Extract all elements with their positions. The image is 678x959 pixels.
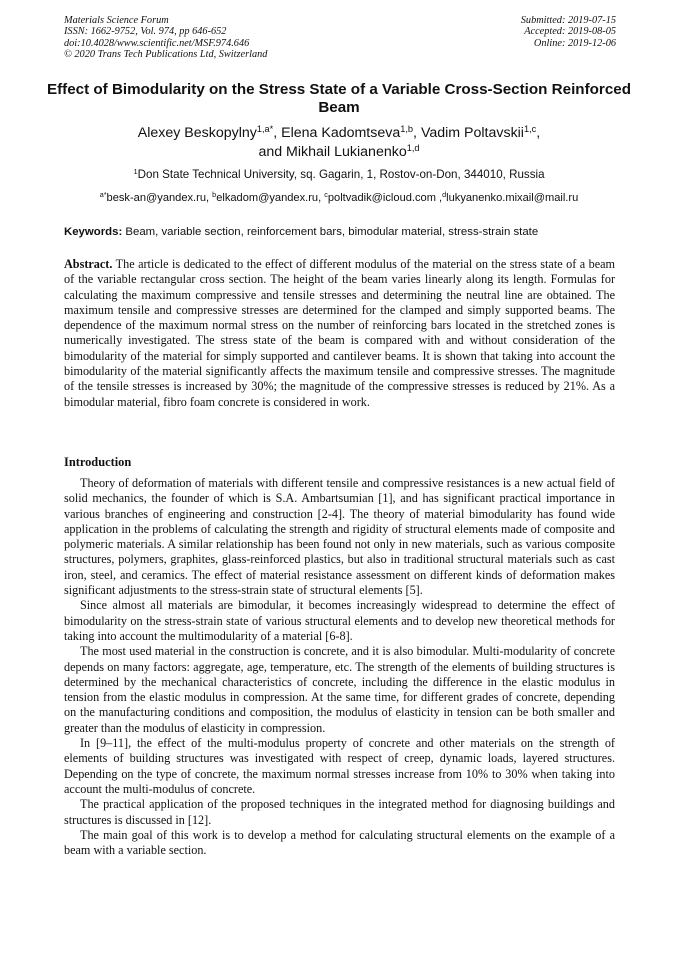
- paragraph: The main goal of this work is to develop a method for calculating structural elements on the example of a beam with a variable section.: [64, 827, 615, 858]
- author-separator: ,: [413, 125, 421, 141]
- email-link[interactable]: elkadom@yandex.ru,: [216, 192, 325, 204]
- keywords-label: Keywords:: [64, 226, 123, 238]
- abstract: [64, 257, 615, 410]
- email-link[interactable]: poltvadik@icloud.com ,: [327, 192, 443, 204]
- author-separator: ,: [273, 125, 282, 141]
- keywords-text: Beam, variable section, reinforcement bars, bimodular material, stress-strain state: [122, 226, 539, 238]
- issn-line: ISSN: 1662-9752, Vol. 974, pp 646-652: [64, 26, 227, 38]
- author-name: Vadim Poltavskii: [420, 125, 524, 141]
- paper-title: Effect of Bimodularity on the Stress State of a Variable Cross-Section Reinforced Beam: [46, 81, 631, 116]
- online-date: Online: 2019-12-06: [533, 37, 616, 49]
- keywords-line: [64, 225, 619, 239]
- author: [138, 125, 281, 141]
- abstract-text: The article is dedicated to the effect of different modulus of the material on the stress state of a beam of the variable rectangular cross section. The height of the beam varies linearly along its length. Formulas for calculating the maximum compressive and tensile stresses and determining the neutral line are obtained. The maximum tensile and compressive stresses are determined for the clamped and simply supported beams. The dependence of the maximum normal stress on the number of reinforcing bars located in the stretched zones is numerically investigated. The stress state of the beam is compared with and without consideration of the bimodularity of the material for simply supported and cantilever beams. It is shown that taking into account the bimodularity of the material significantly affects the maximum tensile and compressive stresses. The magnitude of the tensile stresses is increased by 30%; the magnitude of the compressive stresses is reduced by 21%. As a bimodular material, fibro foam concrete is considered in work.: [64, 257, 615, 409]
- email-link[interactable]: lukyanenko.mixail@mail.ru: [446, 192, 579, 204]
- paragraph: In [9–11], the effect of the multi-modulus property of concrete and other materials on the strength of elements of building structures was investigated with respect of creep, dynamic loads, layered structures. Depending on the type of concrete, the maximum normal stresses increase from 10% to 30% when taking into account the multi-modulus of concrete.: [64, 736, 615, 796]
- paragraph: Since almost all materials are bimodular, it becomes increasingly widespread to determine the effect of bimodularity on the stress-strain state of various structural elements and to develop new theoretical methods for taking into account the multimodularity of a material [6-8].: [64, 598, 615, 643]
- author: [421, 125, 540, 141]
- paragraph: The most used material in the construction is concrete, and it is also bimodular. Multi-modularity of concrete depends on many factors: aggregate, age, temperature, etc. The strength of the elements of building structures is determined by the mechanical characteristics of concrete, including the difference in the elastic modulus in tension from the elastic modulus in compression. At the same time, for different grades of concrete, depending on the manufacturing conditions and composition, the modulus of elasticity in tension can be both smaller and greater than the modulus of elasticity in compression.: [64, 644, 615, 735]
- journal-info: [64, 15, 267, 61]
- section-heading-introduction: Introduction: [64, 455, 132, 469]
- author-name: and Mikhail Lukianenko: [258, 144, 407, 160]
- author: [281, 125, 421, 141]
- submission-dates: [521, 15, 616, 49]
- copyright-line: © 2020 Trans Tech Publications Ltd, Switzerland: [64, 49, 268, 61]
- author-sup: 1,a*: [256, 123, 274, 134]
- paragraph: The practical application of the proposed techniques in the integrated method for diagnosing buildings and structures is discussed in [12].: [64, 797, 615, 827]
- affiliation-text: Don State Technical University, sq. Gagarin, 1, Rostov-on-Don, 344010, Russia: [137, 168, 545, 181]
- accepted-date: Accepted: 2019-08-05: [524, 26, 616, 38]
- introduction-body: [64, 476, 615, 858]
- email-link[interactable]: besk-an@yandex.ru,: [106, 192, 213, 204]
- author-name: Elena Kadomtseva: [281, 125, 401, 141]
- paragraph: Theory of deformation of materials with different tensile and compressive resistances is a new actual field of solid mechanics, the founder of which is S.A. Ambartsumian [1], and has significant practical importance in various branches of engineering and construction [2-4]. The theory of material bimodularity has found wide application in the problems of calculating the strength and rigidity of structural elements made of composite and polymeric materials. A similar relationship has been found not only in new materials, such as various composite structures, polymers, graphites, glass-reinforced plastics, but also in traditional structural materials such as cast iron, steel, and ceramics. The effect of material resistance assessment on different kinds of deformation makes significant adjustments to the stress-strain state of structural elements [5].: [64, 476, 615, 598]
- author-sup: 1,d: [406, 142, 420, 153]
- author-sup: 1,b: [400, 123, 414, 134]
- email-sup: a*: [99, 190, 107, 200]
- author-separator: ,: [536, 125, 541, 141]
- submitted-date: Submitted: 2019-07-15: [520, 15, 616, 26]
- abstract-label: Abstract.: [64, 257, 113, 271]
- author-sup: 1,c: [523, 123, 537, 134]
- email-sup: d: [442, 190, 447, 200]
- affiliation-sup: 1: [133, 166, 138, 176]
- author-name: Alexey Beskopylny: [137, 125, 257, 141]
- author: [258, 144, 419, 160]
- email-list: [40, 191, 638, 205]
- email-sup: b: [212, 190, 217, 200]
- author-list: [40, 124, 638, 162]
- journal-name: Materials Science Forum: [64, 15, 169, 26]
- doi-line: doi:10.4028/www.scientific.net/MSF.974.646: [64, 37, 250, 49]
- affiliation: [40, 168, 638, 182]
- email-sup: c: [324, 190, 328, 200]
